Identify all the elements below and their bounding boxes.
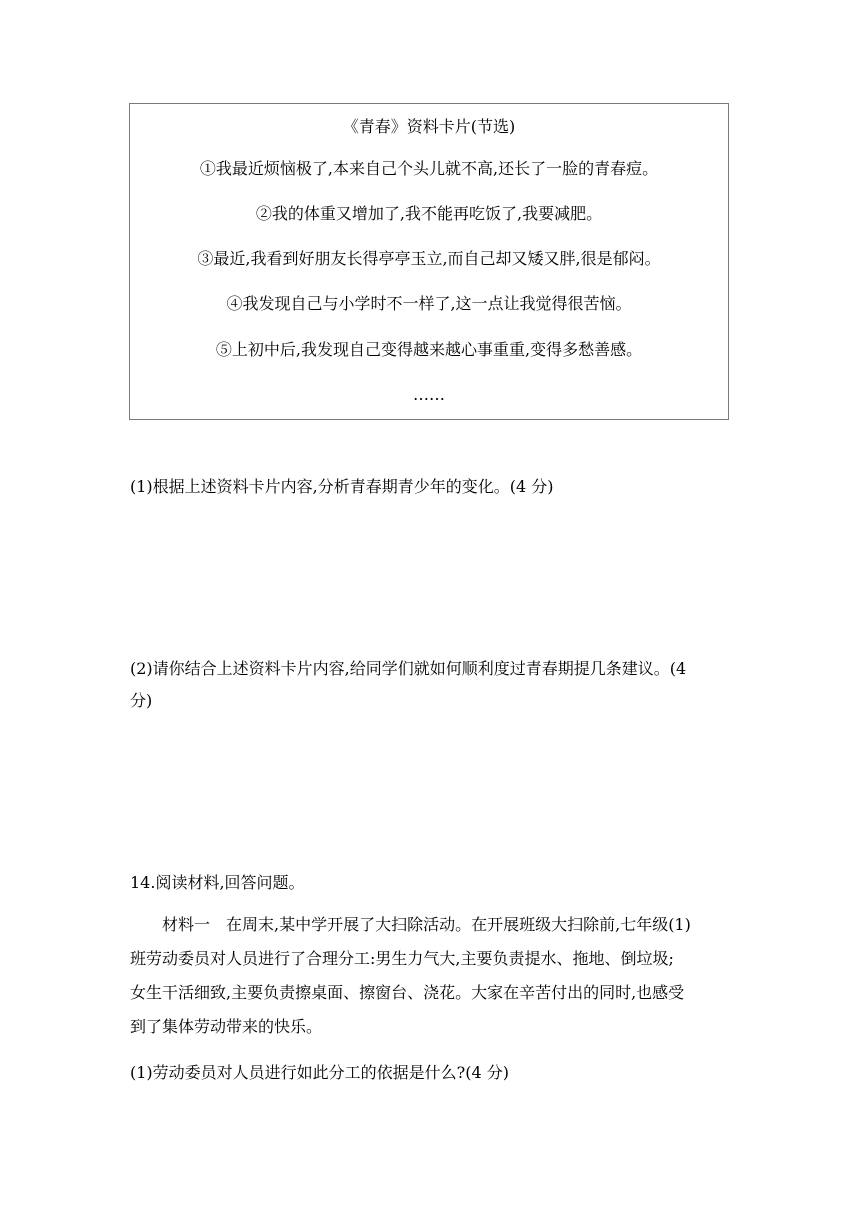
material-label: 材料一 <box>162 915 211 934</box>
material-line-1 <box>130 908 735 942</box>
card-item-1: ①我最近烦恼极了,本来自己个头儿就不高,还长了一脸的青春痘。 <box>199 159 659 178</box>
card-item-5: ⑤上初中后,我发现自己变得越来越心事重重,变得多愁善感。 <box>215 340 643 359</box>
question-14-heading: 14.阅读材料,回答问题。 <box>130 873 305 892</box>
card-ellipsis: …… <box>413 385 445 404</box>
material-line-1-text: 在周末,某中学开展了大扫除活动。在开展班级大扫除前,七年级(1) <box>226 915 691 934</box>
question-13-2-line-2: 分) <box>130 691 153 710</box>
material-line-3: 女生干活细致,主要负责擦桌面、擦窗台、浇花。大家在辛苦付出的同时,也感受 <box>130 983 685 1002</box>
info-card <box>129 103 729 420</box>
material-line-2: 班劳动委员对人员进行了合理分工:男生力气大,主要负责提水、拖地、倒垃圾; <box>130 949 674 968</box>
card-title: 《青春》资料卡片(节选) <box>342 117 516 136</box>
question-13-2-line-1: (2)请你结合上述资料卡片内容,给同学们就如何顺利度过青春期提几条建议。(4 <box>130 659 687 678</box>
material-line-4: 到了集体劳动带来的快乐。 <box>130 1017 323 1036</box>
question-13-1: (1)根据上述资料卡片内容,分析青春期青少年的变化。(4 分) <box>130 477 554 496</box>
material-one-paragraph <box>130 908 735 1044</box>
card-item-4: ④我发现自己与小学时不一样了,这一点让我觉得很苦恼。 <box>226 294 632 313</box>
question-14-1: (1)劳动委员对人员进行如此分工的依据是什么?(4 分) <box>130 1063 509 1082</box>
card-item-3: ③最近,我看到好朋友长得亭亭玉立,而自己却又矮又胖,很是郁闷。 <box>197 249 661 268</box>
card-item-2: ②我的体重又增加了,我不能再吃饭了,我要减肥。 <box>255 204 603 223</box>
